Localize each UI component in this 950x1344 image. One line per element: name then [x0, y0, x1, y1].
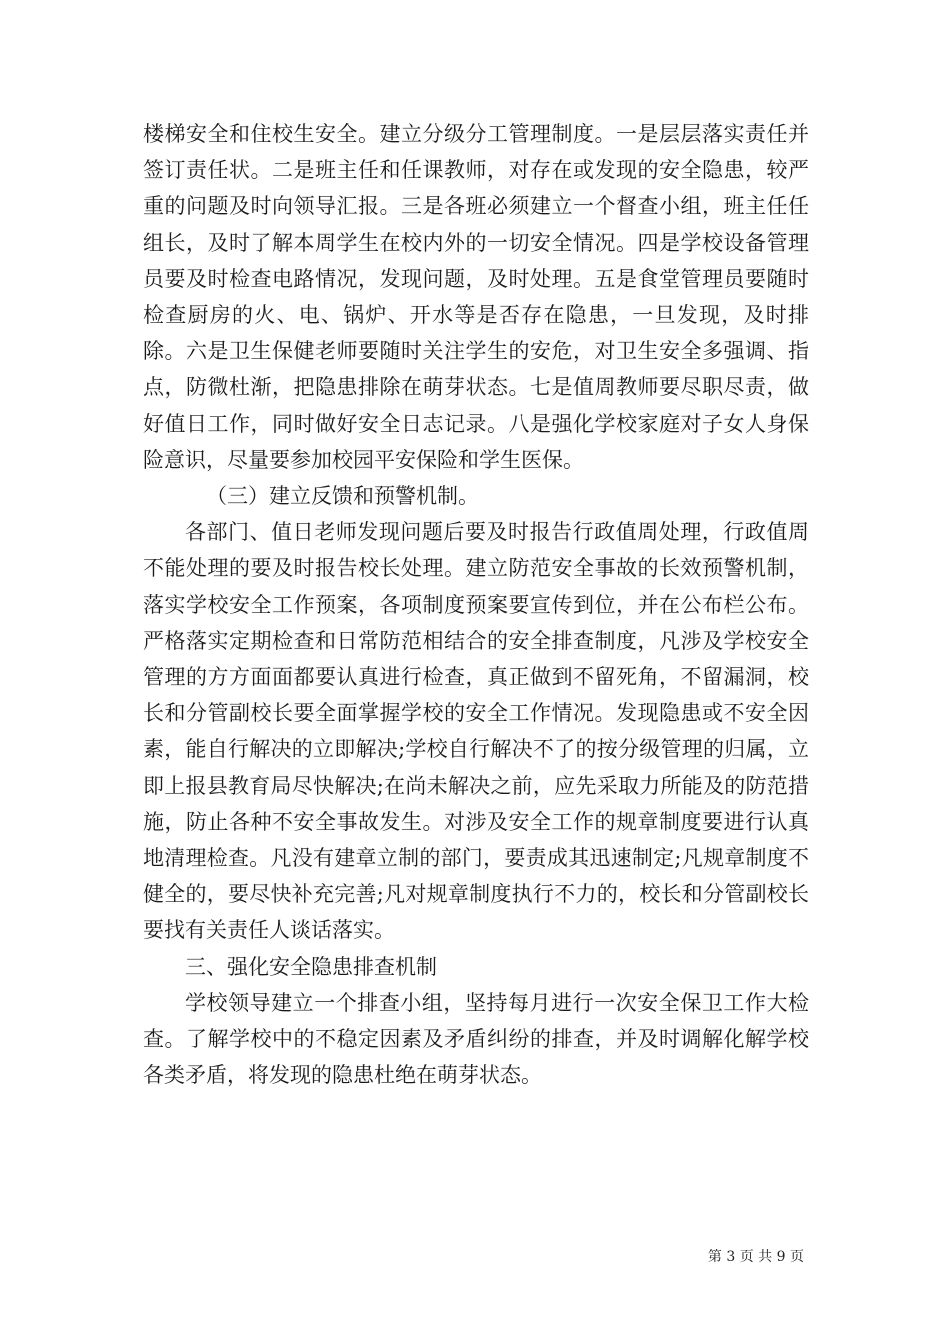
section-heading-feedback-warning: （三）建立反馈和预警机制。: [206, 484, 479, 509]
paragraph-stair-safety: 楼梯安全和住校生安全。建立分级分工管理制度。一是层层落实责任并签订责任状。二是班主任和任课教师，对存在或发现的安全隐患，较严重的问题及时向领导汇报。三是各班必须建立一个督查小组，班主任任组长，及时了解本周学生在校内外的一切安全情况。四是学校设备管理员要及时检查电路情况，发现问题，及时处理。五是食堂管理员要随时检查厨房的火、电、锅炉、开水等是否存在隐患，一旦发现，及时排除。六是卫生保健老师要随时关注学生的安危，对卫生安全多强调、指点，防微杜渐，把隐患排除在萌芽状态。七是值周教师要尽职尽责，做好值日工作，同时做好安全日志记录。八是强化学校家庭对子女人身保险意识，尽量要参加校园平安保险和学生医保。: [143, 122, 809, 472]
body-text: [143, 116, 809, 1093]
section-heading-hazard-inspection: 三、强化安全隐患排查机制: [185, 954, 437, 979]
paragraph-feedback-warning: 各部门、值日老师发现问题后要及时报告行政值周处理，行政值周不能处理的要及时报告校长处理。建立防范安全事故的长效预警机制，落实学校安全工作预案，各项制度预案要宣传到位，并在公布栏公布。严格落实定期检查和日常防范相结合的安全排查制度，凡涉及学校安全管理的方方面面都要认真进行检查，真正做到不留死角，不留漏洞，校长和分管副校长要全面掌握学校的安全工作情况。发现隐患或不安全因素，能自行解决的立即解决;学校自行解决不了的按分级管理的归属，立即上报县教育局尽快解决;在尚未解决之前，应先采取力所能及的防范措施，防止各种不安全事故发生。对涉及安全工作的规章制度要进行认真地清理检查。凡没有建章立制的部门，要责成其迅速制定;凡规章制度不健全的，要尽快补充完善;凡对规章制度执行不力的，校长和分管副校长要找有关责任人谈话落实。: [143, 520, 809, 943]
page-indicator: 第 3 页 共 9 页: [707, 1249, 804, 1265]
paragraph-hazard-inspection: 学校领导建立一个排查小组，坚持每月进行一次安全保卫工作大检查。了解学校中的不稳定因素及矛盾纠纷的排查，并及时调解化解学校各类矛盾，将发现的隐患杜绝在萌芽状态。: [143, 990, 809, 1088]
